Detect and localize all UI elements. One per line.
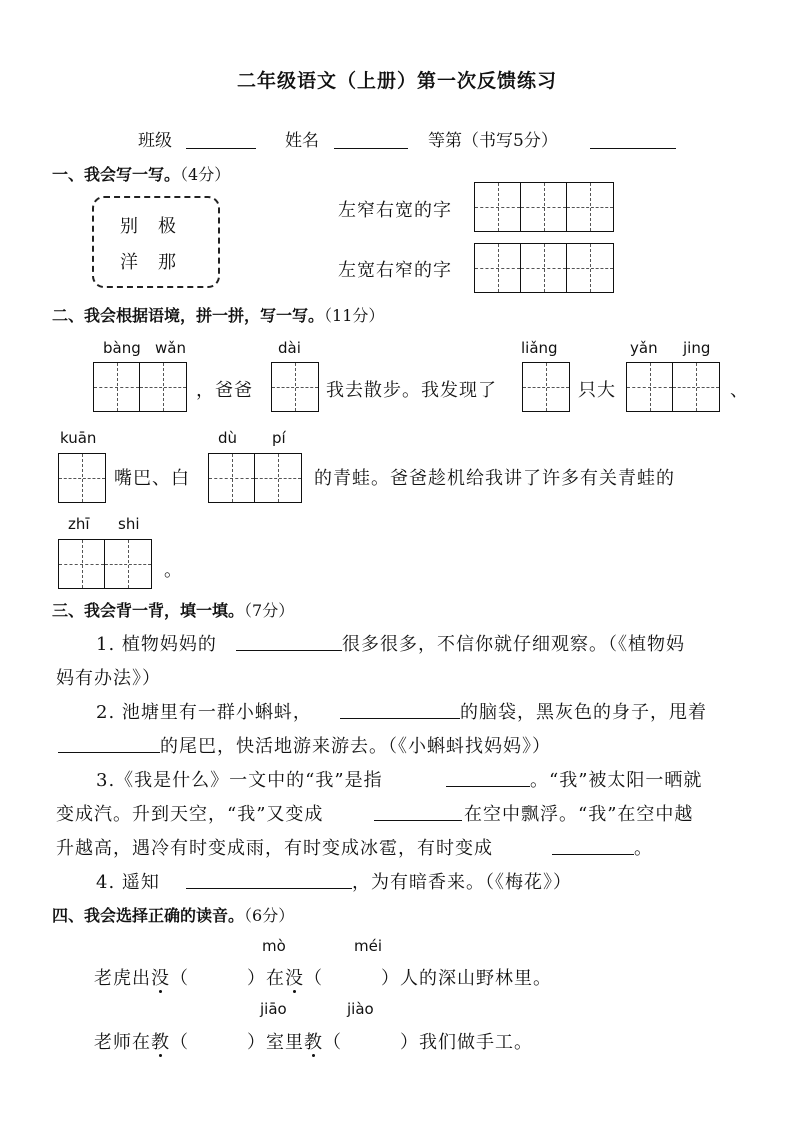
q4-text-b: ，为有暗香来。（《梅花》） <box>352 872 572 893</box>
prompt-left-wide: 左宽右窄的字 <box>338 260 452 281</box>
name-blank[interactable] <box>334 130 408 149</box>
grid-zhishi[interactable] <box>58 539 152 589</box>
q2-text-c: 的尾巴，快活地游来游去。（《小蝌蚪找妈妈》） <box>160 736 551 757</box>
text-5: 嘴巴、白 <box>114 468 190 489</box>
q3-text-c: 变成汽。升到天空，“我”又变成 <box>56 804 324 825</box>
grid-left-wide[interactable] <box>474 243 614 293</box>
q3-blank-2[interactable] <box>374 802 462 821</box>
section-4-title: 四、我会选择正确的读音。（6分） <box>52 906 295 925</box>
q3-blank-3[interactable] <box>552 836 634 855</box>
class-blank[interactable] <box>186 130 256 149</box>
section-2-title: 二、我会根据语境，拼一拼，写一写。（11分） <box>52 306 385 325</box>
prompt-left-narrow: 左窄右宽的字 <box>338 200 452 221</box>
text-1: ，爸爸 <box>196 380 253 401</box>
pinyin-mei: méi <box>354 937 383 955</box>
pinyin-wan: wǎn <box>155 339 186 357</box>
q4-blank[interactable] <box>186 870 352 889</box>
pinyin-shi: shi <box>118 515 140 533</box>
class-label: 班级 <box>138 131 172 151</box>
pinyin-jiao1: jiāo <box>260 1000 287 1018</box>
pinyin-mo: mò <box>262 937 286 955</box>
section-1-title: 一、我会写一写。（4分） <box>52 165 231 184</box>
text-3: 只大 <box>578 380 616 401</box>
q1-blank[interactable] <box>236 632 342 651</box>
pinyin-liang: liǎng <box>521 339 558 357</box>
q2-text-b: 的脑袋，黑灰色的身子，甩着 <box>460 702 707 723</box>
q3-text-b: 。“我”被太阳一晒就 <box>530 770 703 791</box>
text-6: 的青蛙。爸爸趁机给我讲了许多有关青蛙的 <box>314 468 675 489</box>
text-4: 、 <box>730 380 749 401</box>
grid-kuan[interactable] <box>58 453 106 503</box>
pinyin-yan: yǎn <box>630 339 658 357</box>
grid-yanjing[interactable] <box>626 362 720 412</box>
grid-left-narrow[interactable] <box>474 182 614 232</box>
q2-blank-2[interactable] <box>58 734 160 753</box>
pinyin-zhi: zhī <box>68 515 90 533</box>
grade-blank[interactable] <box>590 130 676 149</box>
page-title: 二年级语文（上册）第一次反馈练习 <box>236 70 557 92</box>
pinyin-du: dù <box>218 429 238 447</box>
q2-text-a: 2. 池塘里有一群小蝌蚪， <box>96 702 312 723</box>
q3-text-d: 在空中飘浮。“我”在空中越 <box>464 804 694 825</box>
grade-label: 等第（书写5分） <box>428 131 558 151</box>
sentence-2: 老师在教（ ）室里教（ ）我们做手工。 <box>94 1032 533 1053</box>
q3-blank-1[interactable] <box>446 768 530 787</box>
q3-text-e: 升越高，遇冷有时变成雨，有时变成冰雹，有时变成 <box>56 838 493 859</box>
grid-bangwan[interactable] <box>93 362 187 412</box>
q3-text-a: 3.《我是什么》一文中的“我”是指 <box>96 770 383 791</box>
text-7: 。 <box>164 560 183 581</box>
grid-dai[interactable] <box>271 362 319 412</box>
sentence-1: 老虎出没（ ）在没（ ）人的深山野林里。 <box>94 968 552 989</box>
q1-text-b: 很多很多，不信你就仔细观察。（《植物妈 <box>342 634 685 655</box>
word-bank-row2: 洋 那 <box>120 252 177 273</box>
word-bank-row1: 别 极 <box>120 216 177 237</box>
grid-dupi[interactable] <box>208 453 302 503</box>
pinyin-jiao4: jiào <box>347 1000 374 1018</box>
section-3-title: 三、我会背一背，填一填。（7分） <box>52 601 295 620</box>
pinyin-dai: dài <box>278 339 301 357</box>
q1-text-a: 1. 植物妈妈的 <box>96 634 217 655</box>
q4-text-a: 4. 遥知 <box>96 872 160 893</box>
q2-blank-1[interactable] <box>340 700 460 719</box>
name-label: 姓名 <box>285 131 319 151</box>
pinyin-jing: jing <box>683 339 711 357</box>
pinyin-bang: bàng <box>103 339 141 357</box>
grid-liang[interactable] <box>522 362 570 412</box>
pinyin-pi: pí <box>272 429 286 447</box>
q1-text-c: 妈有办法》） <box>56 668 161 689</box>
text-2: 我去散步。我发现了 <box>326 380 497 401</box>
q3-text-f: 。 <box>634 838 653 859</box>
word-bank <box>92 196 220 288</box>
pinyin-kuan: kuān <box>60 429 97 447</box>
